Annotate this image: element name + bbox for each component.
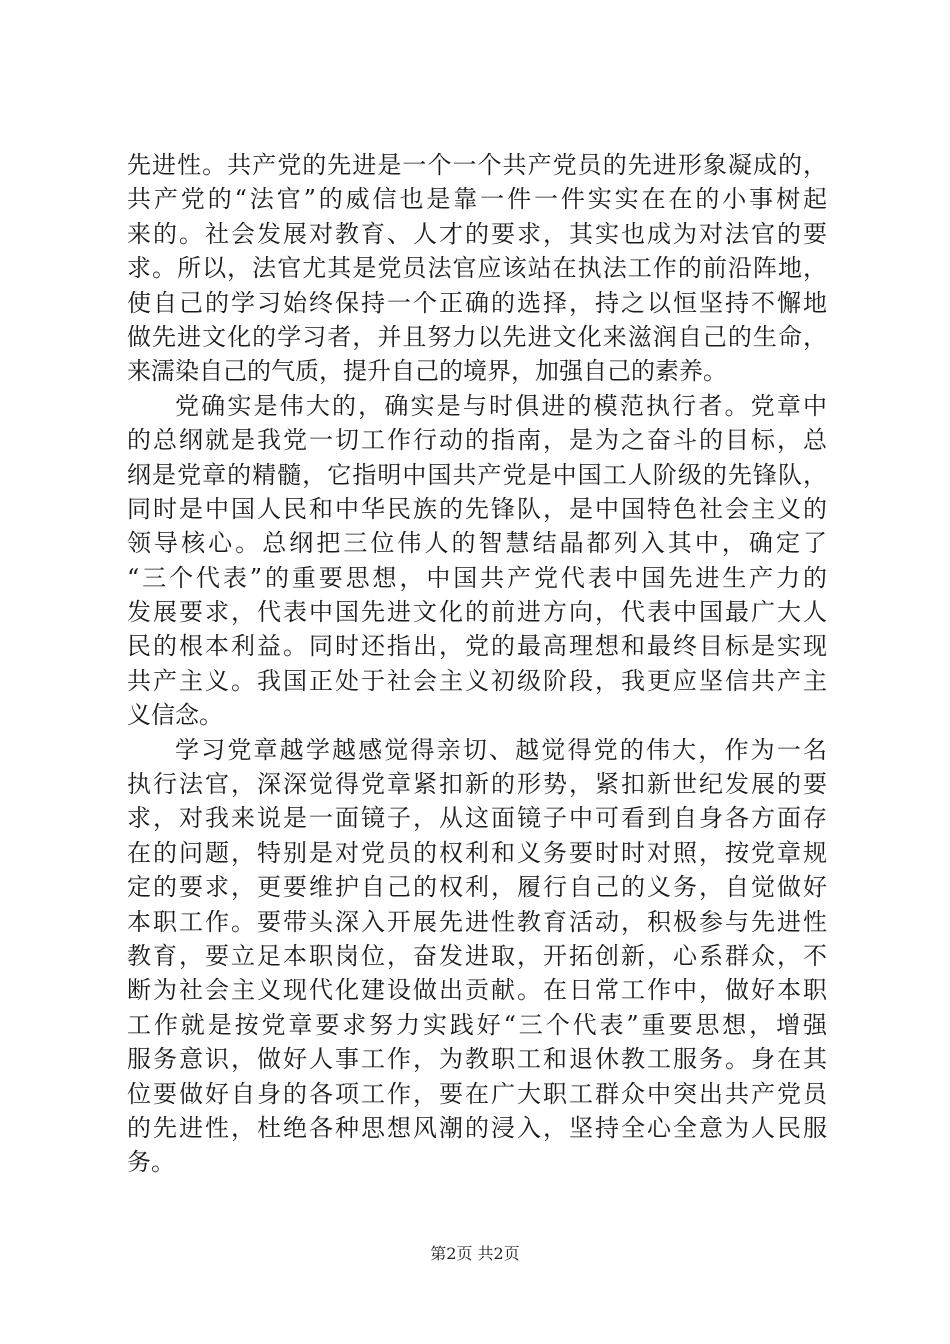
paragraph-line: 服务意识，做好人事工作，为教职工和退休教工服务。身在其 [127,1045,827,1074]
paragraph-line: “三个代表”的重要思想，中国共产党代表中国先进生产力的 [127,563,827,592]
document-body [127,148,827,1180]
paragraph-line: 求。所以，法官尤其是党员法官应该站在执法工作的前沿阵地， [127,254,827,283]
paragraph-line: 义信念。 [127,701,223,730]
paragraph-line: 发展要求，代表中国先进文化的前进方向，代表中国最广大人 [127,598,827,627]
paragraph-line: 求，对我来说是一面镜子，从这面镜子中可看到自身各方面存 [127,804,827,833]
paragraph-line: 务。 [127,1148,175,1177]
page-number-footer: 第2页 共2页 [430,1244,520,1263]
paragraph-line: 执行法官，深深觉得党章紧扣新的形势，紧扣新世纪发展的要 [127,770,827,799]
paragraph-line: 同时是中国人民和中华民族的先锋队，是中国特色社会主义的 [127,494,827,523]
paragraph-line: 在的问题，特别是对党员的权利和义务要时时对照，按党章规 [127,838,827,867]
paragraph-line: 的总纲就是我党一切工作行动的指南，是为之奋斗的目标，总 [127,426,827,455]
paragraph-line: 定的要求，更要维护自己的权利，履行自己的义务，自觉做好 [127,873,827,902]
paragraph-line: 位要做好自身的各项工作，要在广大职工群众中突出共产党员 [127,1079,827,1108]
paragraph-line: 共产主义。我国正处于社会主义初级阶段，我更应坚信共产主 [127,666,827,695]
paragraph-line: 领导核心。总纲把三位伟人的智慧结晶都列入其中，确定了 [127,529,827,558]
paragraph-line: 教育，要立足本职岗位，奋发进取，开拓创新，心系群众，不 [127,941,827,970]
paragraph-line: 民的根本利益。同时还指出，党的最高理想和最终目标是实现 [127,632,827,661]
paragraph-line: 学习党章越学越感觉得亲切、越觉得党的伟大，作为一名 [175,735,827,764]
paragraph-line: 使自己的学习始终保持一个正确的选择，持之以恒坚持不懈地 [127,288,827,317]
paragraph-line: 的先进性，杜绝各种思想风潮的浸入，坚持全心全意为人民服 [127,1113,827,1142]
paragraph-line: 纲是党章的精髓，它指明中国共产党是中国工人阶级的先锋队， [127,460,827,489]
paragraph-line: 工作就是按党章要求努力实践好“三个代表”重要思想，增强 [127,1010,827,1039]
paragraph-line: 来的。社会发展对教育、人才的要求，其实也成为对法官的要 [127,219,827,248]
paragraph-line: 断为社会主义现代化建设做出贡献。在日常工作中，做好本职 [127,976,827,1005]
paragraph-line: 做先进文化的学习者，并且努力以先进文化来滋润自己的生命， [127,322,827,351]
paragraph-line: 先进性。共产党的先进是一个一个共产党员的先进形象凝成的， [127,151,827,179]
paragraph-line: 本职工作。要带头深入开展先进性教育活动，积极参与先进性 [127,907,827,936]
paragraph-line: 党确实是伟大的，确实是与时俱进的模范执行者。党章中 [175,391,827,420]
paragraph-line: 来濡染自己的气质，提升自己的境界，加强自己的素养。 [127,357,727,386]
paragraph-line: 共产党的“法官”的威信也是靠一件一件实实在在的小事树起 [127,185,827,214]
